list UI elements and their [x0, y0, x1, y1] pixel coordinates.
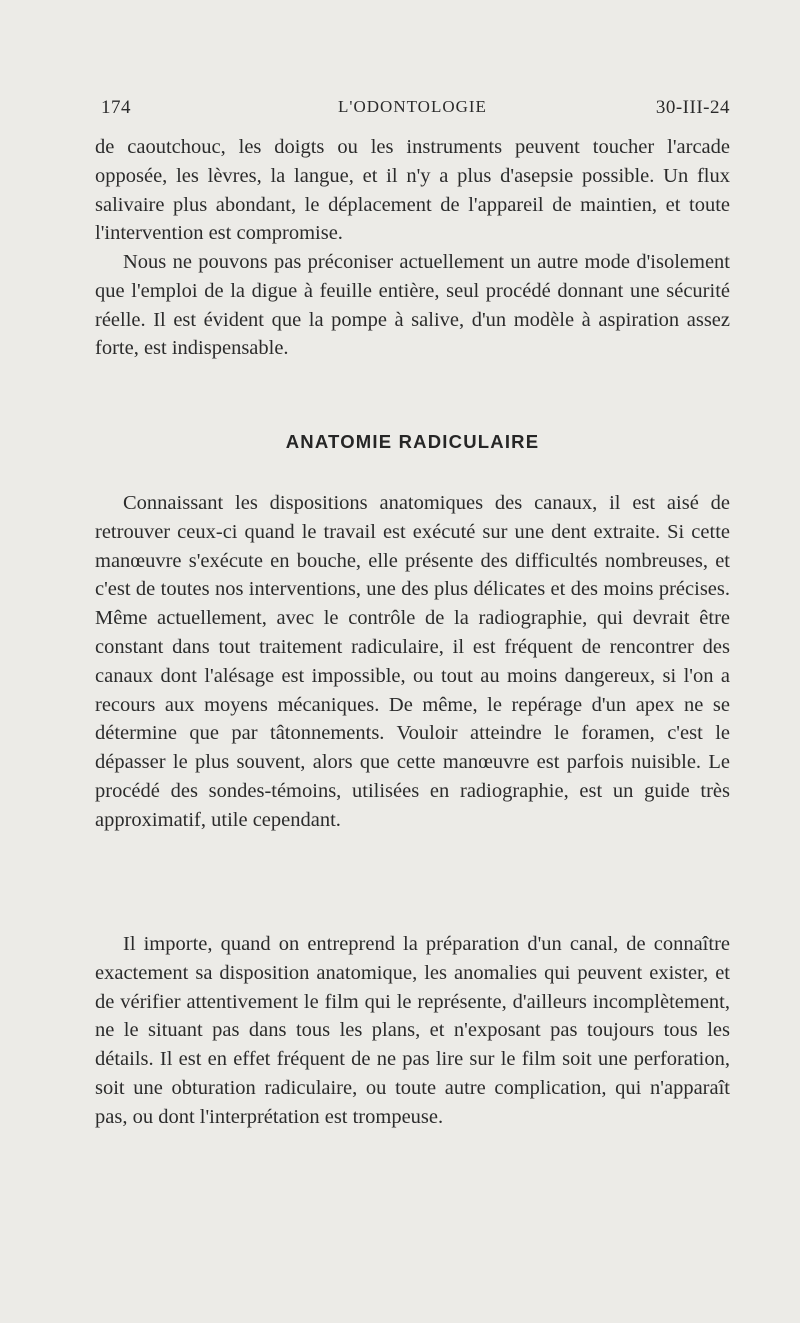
paragraph-1: de caoutchouc, les doigts ou les instruments peuvent toucher l'arcade opposée, les lèvres, la langue, et il n'y a plus d'asepsie possible. Un flux salivaire plus abondant, le déplacement de l'appareil de maintien, et toute l'intervention est compromise.	[95, 136, 730, 245]
running-header	[95, 97, 730, 127]
paragraph-isolation	[95, 248, 730, 363]
paragraph-continued	[95, 133, 730, 248]
page-number: 174	[101, 97, 131, 118]
paragraph-canal-preparation	[95, 930, 730, 1132]
journal-title: L'ODONTOLOGIE	[338, 97, 487, 116]
document-page	[95, 0, 730, 1323]
paragraph-2: Nous ne pouvons pas préconiser actuellement un autre mode d'isolement que l'emploi de la digue à feuille entière, seul procédé donnant une sécurité réelle. Il est évident que la pompe à salive, d'un modèle à aspiration assez forte, est indispensable.	[95, 251, 730, 360]
paragraph-3: Connaissant les dispositions anatomiques des canaux, il est aisé de retrouver ceux-ci quand le travail est exécuté sur une dent extraite. Si cette manœuvre s'exécute en bouche, elle présente des difficultés nombreuses, et c'est de toutes nos interventions, une des plus délicates et des moins précises. Même actuellement, avec le contrôle de la radiographie, qui devrait être constant dans tout traitement radiculaire, il est fréquent de rencontrer des canaux dont l'alésage est impossible, ou tout au moins dangereux, si l'on a recours aux moyens mécaniques. De même, le repérage d'un apex ne se détermine que par tâtonnements. Vouloir atteindre le foramen, c'est le dépasser le plus souvent, alors que cette manœuvre est parfois nuisible. Le procédé des sondes-témoins, utilisées en radiographie, est un guide très approximatif, utile cependant.	[95, 492, 730, 831]
paragraph-4: Il importe, quand on entreprend la préparation d'un canal, de connaître exactement sa disposition anatomique, les anomalies qui peuvent exister, et de vérifier attentivement le film qui le représente, d'ailleurs incomplètement, ne le situant pas dans tous les plans, et n'exposant pas toujours tous les détails. Il est en effet fréquent de ne pas lire sur le film soit une perforation, soit une obturation radiculaire, ou toute autre complication, qui n'apparaît pas, ou dont l'interprétation est trompeuse.	[95, 933, 730, 1128]
issue-date: 30-III-24	[655, 97, 730, 118]
section-heading: ANATOMIE RADICULAIRE	[285, 431, 540, 452]
paragraph-anatomy	[95, 489, 730, 835]
